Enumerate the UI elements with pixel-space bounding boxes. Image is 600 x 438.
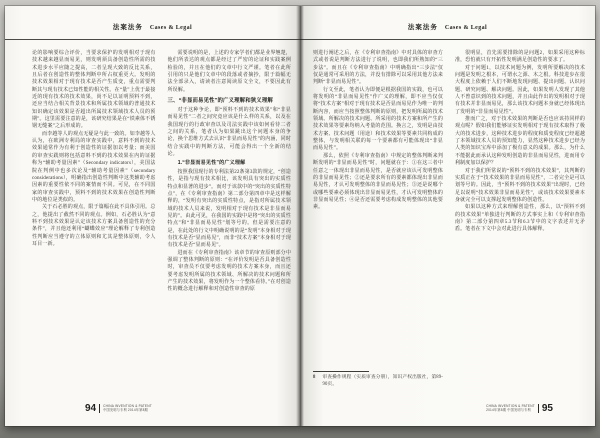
right-page: [300, 6, 595, 426]
footnote-rule: [313, 371, 369, 372]
right-column-2: [455, 50, 585, 388]
page-number: 95: [541, 403, 553, 414]
footnote-block: [313, 367, 443, 388]
section-heading: 三、“非显而易见性”的广义理解和狭义理解: [167, 98, 273, 105]
left-page: [5, 6, 300, 426]
footnote-marker: 8: [313, 375, 316, 380]
imprint-english: CHINA INVENTION & PATENT: [103, 403, 152, 408]
section-title-zh: 法案法务: [407, 24, 438, 31]
paragraph: 推而广之，对于技术效果的判断是否也应该持同样的观点呢？假如我们能够证实发明相对于现有技术取得了极大的技术进步，这种技术进步的程度和质变程度已经超越了本领域技术人员的预知能力，显然这种技术进步已经为人类的知识宝库中添加了极有意义的成果。那么，为什么不能据此而承认这种发明创造的非显而易见性，进而用专利制度加以保护？: [455, 117, 585, 167]
left-column-2: [168, 50, 292, 388]
book-spine-shadow: [296, 6, 304, 426]
paragraph: 行文至此，笔者认为即便是根据我国的实践，也可以将发明的“非显而易见性”作广义的理解，即不应当仅仅将“技术方案”相对于现有技术是否显而易见作为唯一的判断内容，而应当按照整体判断的原则，把发明所属的技术领域、所解决的技术问题、所采用的技术方案和所产生的技术效果等要素均纳入考量的范围。换言之，发明是由技术方案、技术问题（用途）和技术效果等要素共同构成的整体，与发明相关联的每一个要素都有可能体现出“非显而易见性”。: [313, 87, 443, 152]
paragraph: 则进行阐述之后，在《专利审查指南》中对具体的审查方式或者说是判断方法进行了说明，也即我们所熟知的“三步法”。而且在《专利审查指南》中明确指出“三步法”仅仅是通常可采用的方法，并没有排除可以采用其他方法来判断“非显而易见性”。: [313, 51, 443, 86]
imprint-english: CHINA INVENTION & PATENT: [486, 403, 535, 408]
subsection-heading: 1.“非显而易见性”的广义理解: [177, 160, 246, 167]
page-number: 94: [85, 403, 97, 414]
right-page-footer: [486, 403, 553, 414]
footer-divider: [99, 404, 100, 413]
journal-imprint: [486, 405, 535, 413]
imprint-chinese: 2014年第8期 中国发明与专利: [486, 407, 531, 412]
two-page-spread: [5, 6, 595, 426]
paragraph: 按照我国现行的专利法第22条第3款的规定，“创造性，是指与现有技术相比，该发明具有突出的实质性特点和显著的进步”。而对于该款中的“突出的实质性特点”，在《专利审查指南》第二部分第四章中是这样解释的，“发明有突出的实质性特点，是指对所属技术领域的技术人员来说，发明相对于现有技术是非显而易见的”。由此可见，在我国的实践中是将“突出的实质性特点”和“非显而易见性”划等号的。但是需要注意的是，在此处的行文中明确说明的是“发明”本身相对于现有技术是否“显而易见”，而非“技术方案”本身相对于现有技术是否“显而易见”。: [167, 169, 291, 249]
paragraph: 对于这种争论，即“预料不到的技术效果”和“非显而易见性”二者之间究竟应该是什么样的关系，以及在我国现行的行政审查以及司法实践中该如何看待二者之间的关系，笔者认为如果跳出这个问题本身的争论，换个思维方式去认识“非显而易见性”的内涵，同时结合实践中的判断方法，可能会得出一个全新的结论。: [167, 108, 291, 158]
paragraph: 进而在《专利审查指南》该章节的审查原则部分中强调了整体判断的原则：“在评价发明是否具备创造性时，审查员不仅要考虑发明的技术方案本身，而且还要考虑发明所属的技术领域、所解决的技术问题和所产生的技术效果，将发明作为一个整体看待。”在对创造性的概念进行解释和对创造性审查的原: [167, 250, 291, 293]
paragraph: 论的影响要综合评价，当要求保护的发明相对于现有技术越来越显而易见，则发明须具备创造性所需的技术进步水平应随之提高，二者呈现大致的反比关系，且后者在创造性的整体判断中所占权重更大。发明的技术效果相对于现有技术是否产生质变，重点需要判断其与现有技术已知性能的相关性。在“量”上优于最接近的现有技术的技术效果，尚不足以证明预料不到，还应当结合相关背景技术和所属技术领域的普通技术知识确定该效果是否超出所属技术领域技术人员的预期”。这里需要注意的是，该研究结果是在“铁素体不锈钢无缝案”之后形成的。: [32, 51, 156, 130]
paragraph: 对于我们所常说的“预料不到的技术效果”，其判断的实质正在于“技术效果的非显而易见性”，二者完全是可以划等号的。因此，当“预料不到的技术效果”出现时，已经足以说明“技术效果非显而易见性”，或该技术效果要素本身就完全可以支撑起发明整体的创造性。: [455, 168, 585, 203]
section-title-en: Cases & Legal: [444, 25, 488, 31]
footnote-text: 审查操作规程（实质审查分册），知识产权出版社，第89-90页。: [322, 375, 443, 387]
left-column-1: [32, 50, 156, 388]
header-rule: [5, 39, 300, 40]
right-running-head: [300, 22, 595, 31]
right-page-columns: [313, 50, 585, 388]
footer-divider: [538, 404, 539, 413]
journal-imprint: [103, 405, 152, 413]
paragraph: 那么，依照《专利审查指南》中规定的整体判断来判断发明的“非显而易见性”时，问题就在于：①在这三者中任意之一体现出非显而易见性，是否就应该认可发明整体的非显而易见性；②还是要求所有的要素都体现出非显而易见性，才认可发明整体的非显而易见性；③还是说哪个或哪些要素必须体现出非显而易见性，才认可发明整体的非显而易见性；④是否还需要考虑构成发明整体的其他要素。: [313, 153, 443, 211]
paragraph: 很明显，首先需要排除的是问题2，如果采用这种标准，恐怕就只有开拓性发明满足创造性的要求了。: [455, 51, 585, 64]
paragraph: 需要说明的是，上述的专家学者们都是业界翘楚，他们所表达的观点都是经过了严密的论证和实践案例检验的，并且在他们的文章中行文严谨。笔者在此所引用的只是他们文章中的段落或者摘抄，限于篇幅无法全部录入，请读者注意阅读原文全文，不要因此有所误解。: [167, 51, 291, 93]
imprint-chinese: 中国发明与专利 2014年第8期: [103, 407, 148, 412]
left-page-columns: [32, 50, 291, 388]
paragraph: 关于石必胜的观点，限于篇幅在此不具体引用。总之，他提出了截然不同的观点。例如，石必胜认为“意料不到技术效果是认定该技术方案具备创造性的充分条件”，并且他还利用“蝴蝶效应”理论解释了专利创造性判断应当遵守的立体原则和尤其是整体原则，令人耳目一新。: [32, 205, 156, 247]
paragraph: 对于问题1，以技术问题为例，发明所要解决的技术问题是发明之根本，可谓水之源、木之根。科技进步在很大程度上依赖于人们不断地发现问题、提出问题、认识问题、研究问题、解决问题。因此，如果发明人发现了其他人不曾意识到的技术问题，并且由此作出的发明相对于现有技术并非显而易见，那么该技术问题本身就已经体现出了发明的“非显而易见性”。: [455, 65, 585, 115]
header-rule: [300, 39, 595, 40]
footnote: [313, 375, 443, 388]
section-title-zh: 法案法务: [112, 24, 143, 31]
left-running-head: [5, 22, 300, 31]
paragraph: 而李越等人的观点无疑是与此一致的。如李越等人认为，在欧洲专利局的审查实践中，意料不到的技术效果通常作为有利于创造性的证据加以考量；而美国的审查实践则将包括意料不到的技术效果在内的证据称为“辅助考量因素”（Secondary indicators），美国法院在判例中也多次论及“辅助考量因素”（secondary considerations），明确指出创造性判断中这类辅助考虑因素的重要性依不同的案情而不同。可见，在不同国家的审查实践中，预料不到的技术效果在创造性判断中的地位是类似的。: [32, 131, 156, 203]
paragraph: 如果以这种方式来理解创造性，那么，以“预料不到的技术效果”单独进行判断的方式事实上和《专利审查指南》第二部分第四章5.3节和6.3节中的文字表述并无矛盾。笔者在下文中会对此进行具体解释。: [455, 205, 585, 233]
right-column-1: [313, 50, 443, 388]
section-title-en: Cases & Legal: [149, 25, 193, 31]
left-page-footer: [85, 403, 152, 414]
